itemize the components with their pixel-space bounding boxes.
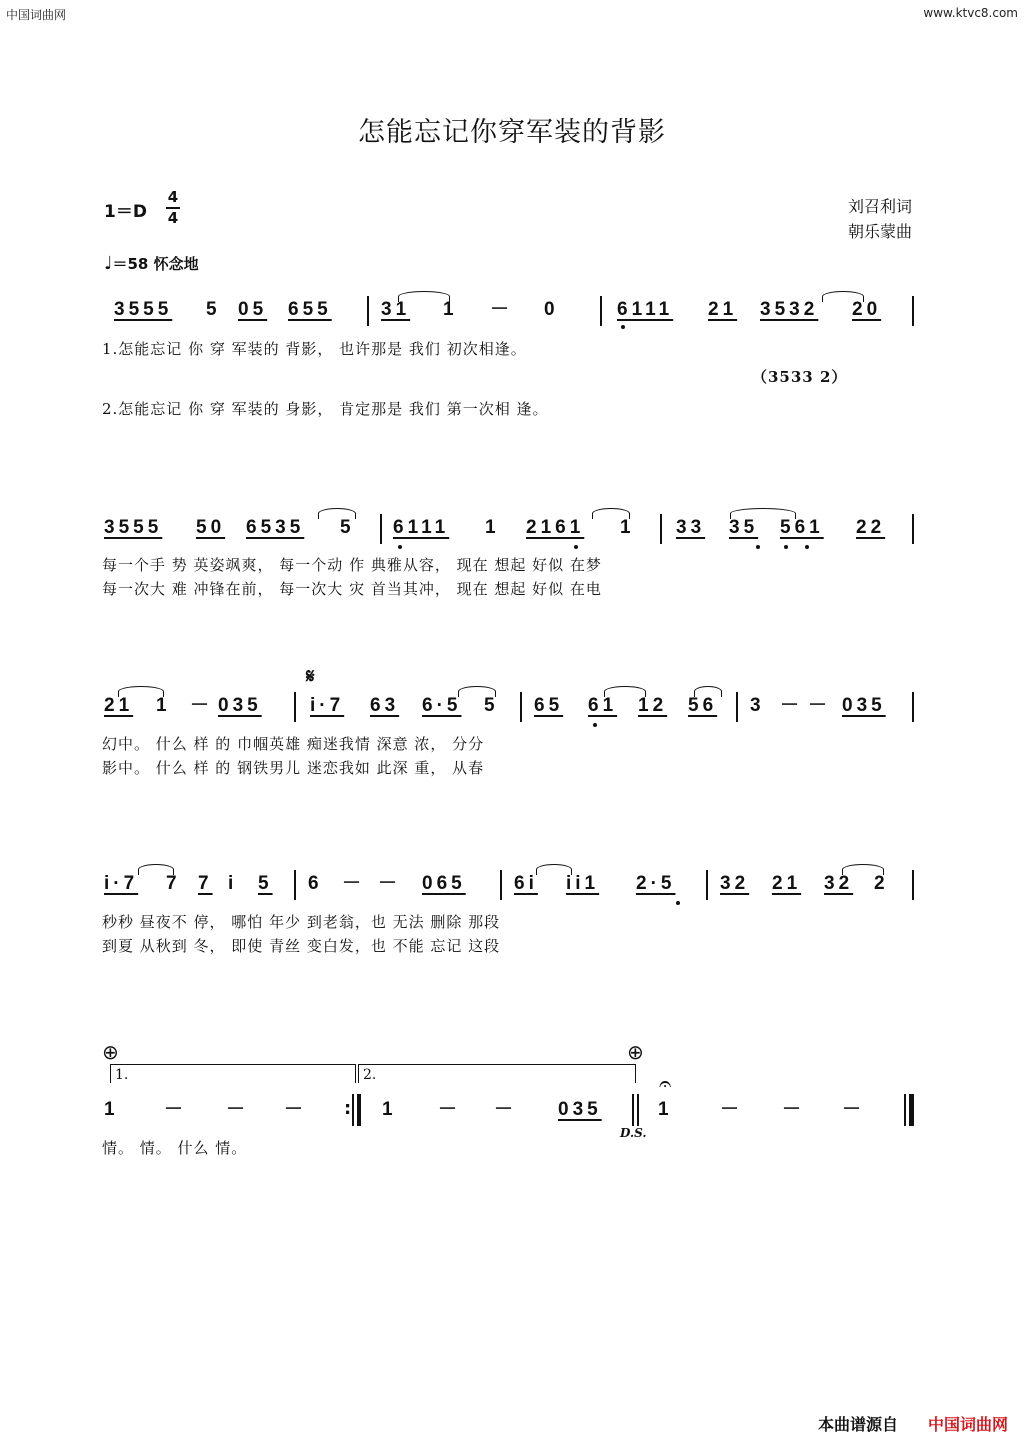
note-group: 2 (874, 873, 889, 894)
watermark-right: www.ktvc8.com (923, 6, 1018, 20)
note-group: 2161 (526, 517, 585, 538)
note-group: 1 (156, 695, 171, 716)
octave-dot (593, 723, 597, 727)
slur (398, 291, 450, 302)
slur (694, 686, 722, 697)
note-group: 20 (852, 299, 882, 320)
barline (736, 692, 738, 722)
octave-dot (784, 545, 788, 549)
segno-icon: 𝄋 (306, 664, 315, 688)
note-group: 6111 (393, 517, 450, 538)
coda-icon: ⊕ (102, 1040, 119, 1064)
staff-row-1 (0, 298, 1024, 328)
time-top: 4 (167, 188, 179, 206)
note-group: 561 (780, 517, 824, 538)
alt-notation: （3533 2） (752, 368, 848, 386)
note-group: 7 (198, 873, 213, 894)
barline (706, 870, 708, 900)
barline (520, 692, 522, 722)
octave-dot (621, 325, 625, 329)
octave-dot (805, 545, 809, 549)
barline (912, 296, 914, 326)
time-signature (166, 188, 180, 227)
lyrics-verse-1: 1.怎能忘记 你 穿 军装的 背影， 也许那是 我们 初次相逢。 (102, 340, 527, 358)
note-group: 1 (658, 1099, 673, 1120)
barline (352, 1094, 354, 1126)
ds-marking: D.S. (620, 1126, 647, 1140)
note-group: 31 (381, 299, 411, 320)
note-group: i·7 (104, 873, 139, 894)
tempo-marking (104, 253, 199, 274)
lyrics-verse-1: 每一个手 势 英姿飒爽， 每一个动 作 典雅从容， 现在 想起 好似 在梦 (102, 556, 602, 574)
barline (294, 870, 296, 900)
note-group: 1 (620, 517, 635, 538)
dash: － (226, 1099, 250, 1120)
volta-label: 2. (363, 1067, 377, 1083)
barline (912, 514, 914, 544)
barline (660, 514, 662, 544)
barline (500, 870, 502, 900)
staff-row-4 (0, 872, 1024, 902)
volta-label: 1. (115, 1067, 129, 1083)
slur (458, 686, 496, 697)
slur (118, 686, 164, 697)
note-group: 035 (558, 1099, 602, 1120)
note-group: 5 (484, 695, 499, 716)
note-group: 1 (485, 517, 500, 538)
dash: － (378, 873, 402, 894)
lyrics-verse-1: 情。 情。 什么 情。 (102, 1139, 248, 1157)
octave-dot (756, 545, 760, 549)
dash: － (490, 299, 514, 320)
lyrics-verse-2: 2.怎能忘记 你 穿 军装的 身影， 肯定那是 我们 第一次相 逢。 (102, 400, 549, 418)
slur (536, 864, 572, 875)
note-group: 22 (856, 517, 886, 538)
lyrics-verse-1: 幻中。 什么 样 的 巾帼英雄 痴迷我情 深意 浓， 分分 (102, 735, 485, 753)
staff-row-2 (0, 516, 1024, 546)
note-group: 5 (258, 873, 273, 894)
note-group: i (228, 873, 238, 894)
dash: － (284, 1099, 308, 1120)
barline (912, 692, 914, 722)
dash: － (808, 695, 832, 716)
barline (600, 296, 602, 326)
slur (842, 864, 884, 875)
barline (367, 296, 369, 326)
fermata-icon: 𝄐 (659, 1072, 672, 1097)
lyrics-verse-1: 秒秒 昼夜不 停， 哪怕 年少 到老翁，也 无法 删除 那段 (102, 913, 501, 931)
final-barline (904, 1094, 906, 1126)
note-group: 3532 (760, 299, 819, 320)
dash: － (842, 1099, 866, 1120)
octave-dot (398, 545, 402, 549)
note-group: 3555 (114, 299, 173, 320)
slur (318, 508, 356, 519)
note-group: 7 (166, 873, 181, 894)
note-group: 50 (196, 517, 226, 538)
note-group: i·7 (310, 695, 345, 716)
note-group: 655 (288, 299, 332, 320)
note-group: 1 (443, 299, 458, 320)
barline (912, 870, 914, 900)
footer-site: 中国词曲网 (928, 1415, 1009, 1434)
note-group: 5 (340, 517, 355, 538)
octave-dot (574, 545, 578, 549)
dash: － (438, 1099, 462, 1120)
tempo-text: ＝58 怀念地 (112, 255, 199, 273)
note-group: 3 (750, 695, 765, 716)
final-barline-thick (909, 1094, 914, 1126)
note-group: 63 (370, 695, 400, 716)
note-group: 32 (824, 873, 854, 894)
barline (294, 692, 296, 722)
dash: － (164, 1099, 188, 1120)
staff-row-3 (0, 694, 1024, 724)
note-group: 56 (688, 695, 718, 716)
note-group: 6535 (246, 517, 305, 538)
page-title: 怎能忘记你穿军装的背影 (358, 117, 666, 148)
note-group: ii1 (566, 873, 600, 894)
dash: － (720, 1099, 744, 1120)
note-group: 35 (729, 517, 759, 538)
watermark-left: 中国词曲网 (6, 8, 67, 22)
footer-label: 本曲谱源自 (818, 1415, 899, 1434)
note-group: 065 (422, 873, 466, 894)
note-group: 3555 (104, 517, 163, 538)
dash: － (190, 695, 214, 716)
note-group: 21 (772, 873, 802, 894)
lyricist: 刘召利词 (847, 197, 912, 216)
repeat-dots: : (344, 1098, 352, 1119)
note-group: 0 (544, 299, 559, 320)
composer: 朝乐蒙曲 (847, 222, 912, 241)
note-group: 61 (588, 695, 618, 716)
key-signature: 1＝D (104, 202, 147, 222)
barline-thick (357, 1094, 361, 1126)
slur (822, 291, 864, 302)
slur (138, 864, 174, 875)
note-group: 6111 (617, 299, 674, 320)
note-group: 6i (514, 873, 538, 894)
note-group: 12 (638, 695, 668, 716)
slur (730, 508, 796, 519)
note-group: 05 (238, 299, 268, 320)
note-group: 32 (720, 873, 750, 894)
note-group: 1 (104, 1099, 119, 1120)
slur (604, 686, 646, 697)
lyrics-verse-2: 每一次大 难 冲锋在前， 每一次大 灾 首当其冲， 现在 想起 好似 在电 (102, 580, 602, 598)
note-group: 6 (308, 873, 323, 894)
note-group: 65 (534, 695, 564, 716)
note-group: 33 (676, 517, 706, 538)
barline (637, 1094, 639, 1126)
note-group: 21 (104, 695, 134, 716)
slur (592, 508, 630, 519)
dash: － (780, 695, 804, 716)
note-group: 035 (842, 695, 886, 716)
volta-bracket-2 (358, 1064, 636, 1083)
dash: － (782, 1099, 806, 1120)
dash: － (342, 873, 366, 894)
lyrics-verse-2: 影中。 什么 样 的 钢铁男儿 迷恋我如 此深 重， 从春 (102, 759, 485, 777)
note-group: 035 (218, 695, 262, 716)
time-bottom: 4 (167, 209, 179, 227)
note-group: 6·5 (422, 695, 462, 716)
note-group: 1 (382, 1099, 397, 1120)
dash: － (494, 1099, 518, 1120)
volta-bracket-1 (110, 1064, 356, 1083)
staff-row-5 (0, 1098, 1024, 1128)
barline (380, 514, 382, 544)
note-group: 5 (206, 299, 221, 320)
quarter-note-icon: ♩ (104, 253, 113, 274)
coda-icon: ⊕ (627, 1040, 644, 1064)
lyrics-verse-2: 到夏 从秋到 冬， 即使 青丝 变白发，也 不能 忘记 这段 (102, 937, 501, 955)
octave-dot (676, 901, 680, 905)
note-group: 21 (708, 299, 738, 320)
barline (632, 1094, 634, 1126)
note-group: 2·5 (636, 873, 676, 894)
